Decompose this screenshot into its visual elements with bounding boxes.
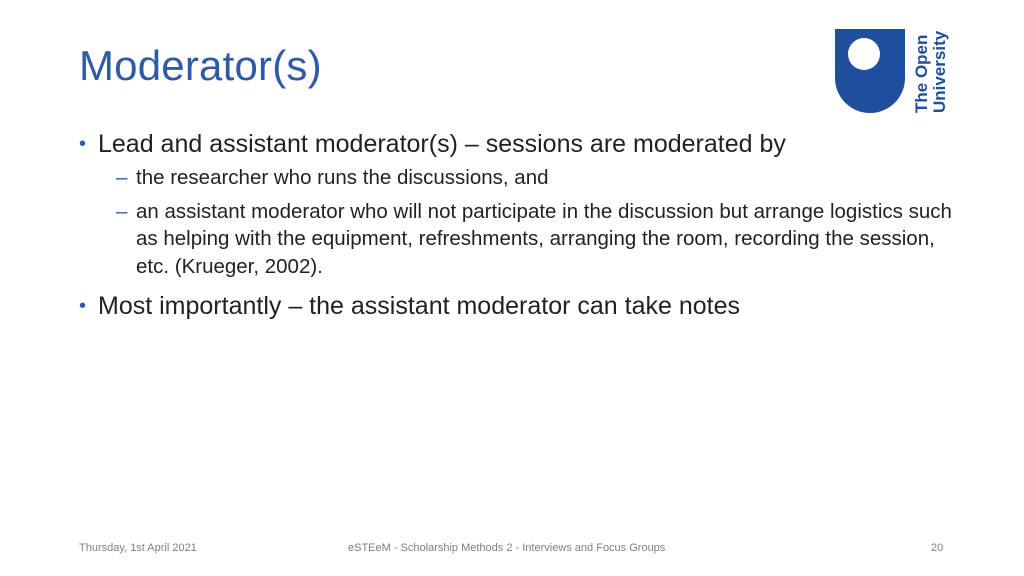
footer-page-number: 20 <box>931 542 944 554</box>
sub-bullet-item <box>79 164 959 192</box>
slide-body <box>79 128 959 326</box>
footer-course: eSTEeM - Scholarship Methods 2 - Interviews and Focus Groups <box>348 542 666 554</box>
logo-line-1: The Open <box>912 34 931 113</box>
bullet-text: Lead and assistant moderator(s) – sessions are moderated by <box>98 130 786 158</box>
sub-bullet-text: an assistant moderator who will not participate in the discussion but arrange logistics such as helping with the equipment, refreshments, arranging the room, recording the session, etc. (Krueger, 2002). <box>136 199 952 278</box>
sub-bullet-item <box>79 198 959 281</box>
logo-line-2: University <box>930 30 949 113</box>
logo-wordmark <box>913 29 949 113</box>
bullet-marker: • <box>79 133 87 155</box>
footer-date: Thursday, 1st April 2021 <box>79 542 197 554</box>
slide-title: Moderator(s) <box>79 42 322 89</box>
logo-dot-icon <box>848 38 880 70</box>
logo-shield-icon <box>835 29 905 113</box>
bullet-item <box>79 290 959 322</box>
bullet-text: Most importantly – the assistant moderator can take notes <box>98 292 740 320</box>
sub-bullet-marker: – <box>116 166 128 189</box>
bullet-marker: • <box>79 295 87 317</box>
sub-bullet-text: the researcher who runs the discussions, and <box>136 166 549 189</box>
bullet-item <box>79 128 959 160</box>
sub-bullet-marker: – <box>116 199 128 223</box>
open-university-logo <box>835 29 957 113</box>
